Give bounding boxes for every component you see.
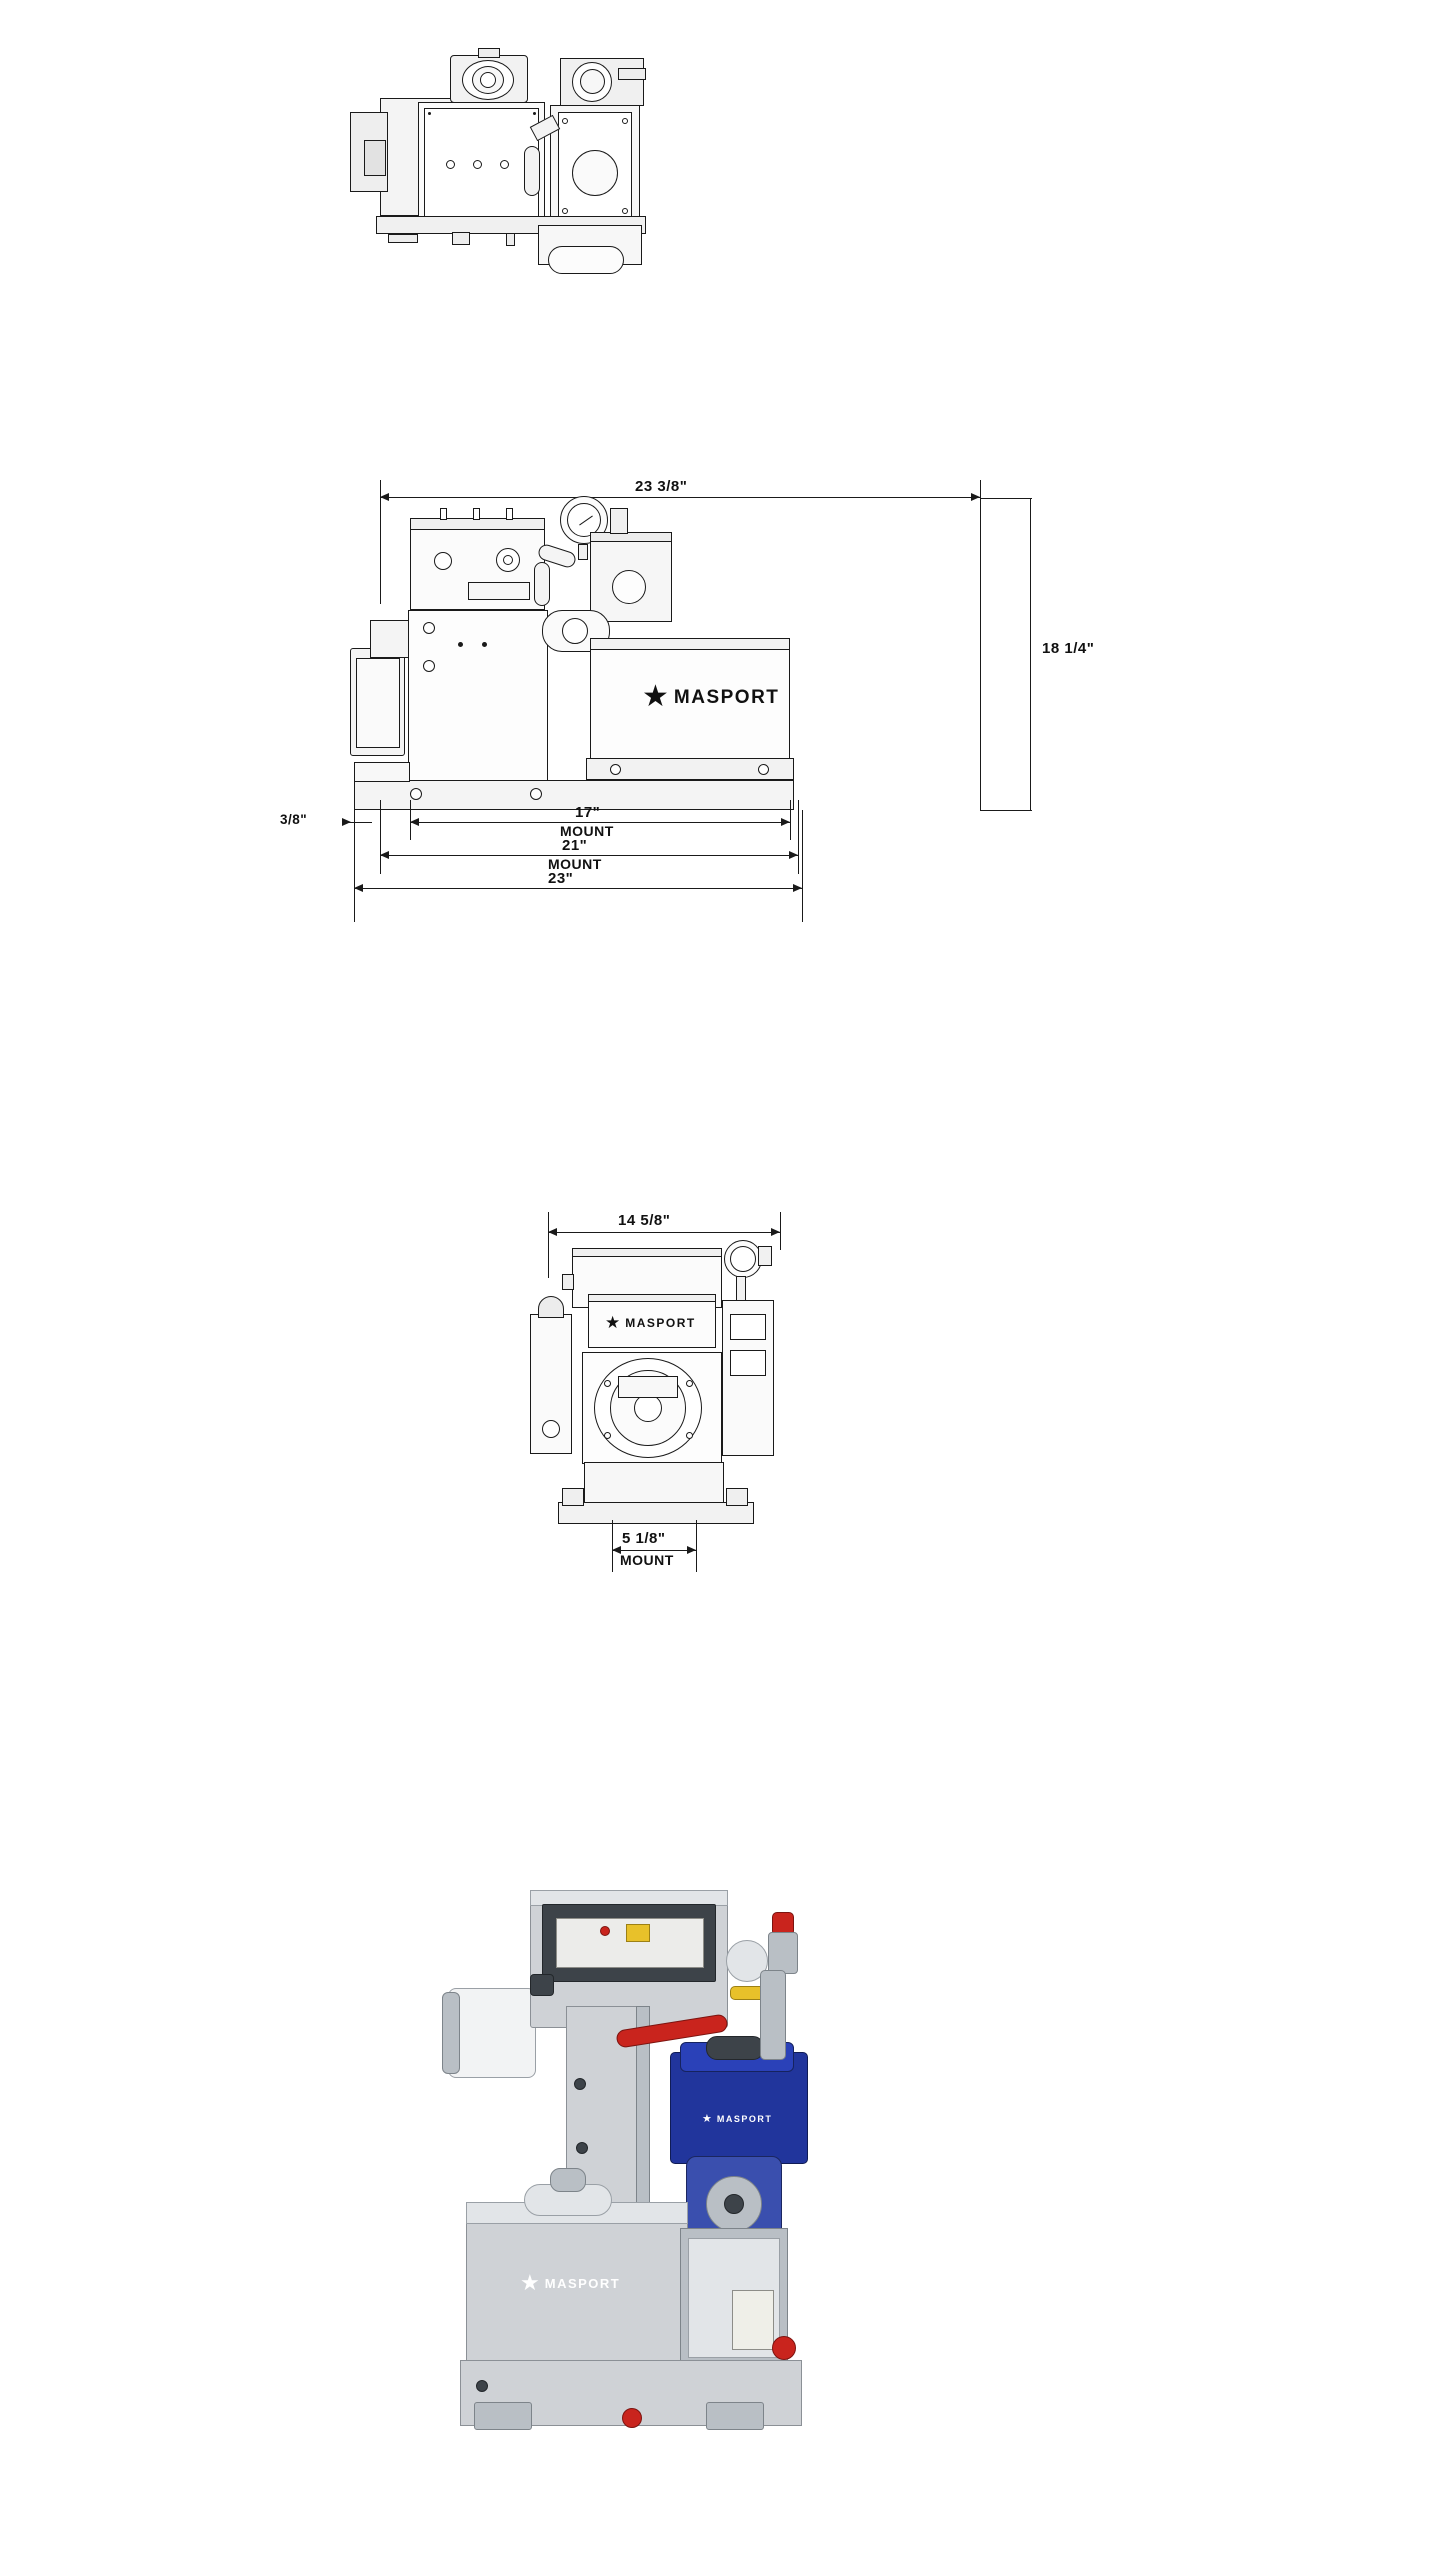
dim-mount-width: 5 1/8" bbox=[622, 1530, 666, 1547]
front-pump-hub-key bbox=[618, 1376, 678, 1398]
side-frame-hole-1 bbox=[423, 622, 435, 634]
front-masport-logo bbox=[605, 1314, 696, 1331]
dim-mount-21-sub: MOUNT bbox=[548, 856, 602, 872]
photo-base-foot-left bbox=[474, 2402, 532, 2430]
side-frame-hole-2 bbox=[423, 660, 435, 672]
dim-mount-21: 21" bbox=[562, 837, 588, 854]
side-ext-23-right bbox=[802, 810, 803, 922]
product-photograph bbox=[430, 1820, 1010, 2540]
side-control-stud-3 bbox=[506, 508, 513, 520]
side-arrow-23-left bbox=[354, 884, 363, 892]
top-view-base-foot-left bbox=[388, 234, 418, 243]
masport-wordmark: MASPORT bbox=[716, 2114, 773, 2124]
front-arrow-right-top bbox=[771, 1228, 780, 1236]
side-pump-hub bbox=[562, 618, 588, 644]
side-frame-dot-1 bbox=[458, 642, 463, 647]
top-view-fitting-1 bbox=[452, 232, 470, 245]
top-view-screw-tl bbox=[428, 112, 431, 115]
side-tank-top-rail bbox=[590, 638, 790, 650]
front-gauge-valve bbox=[758, 1246, 772, 1266]
front-foot-left bbox=[562, 1488, 584, 1506]
masport-wordmark: MASPORT bbox=[544, 2275, 621, 2291]
photo-tank-inlet-neck bbox=[550, 2168, 586, 2192]
side-ext-line-right-top bbox=[980, 480, 981, 720]
top-view-knob-2 bbox=[473, 160, 482, 169]
side-tick-height-top bbox=[980, 498, 1032, 499]
masport-star-icon: ★ bbox=[702, 2113, 712, 2125]
side-arrow-17-left bbox=[410, 818, 419, 826]
dim-overall-length: 23 3/8" bbox=[635, 478, 688, 495]
top-view-fitting-2 bbox=[506, 233, 515, 246]
photo-bolt-1 bbox=[574, 2078, 586, 2090]
front-arrow-left-top bbox=[548, 1228, 557, 1236]
photo-pump-shaft bbox=[724, 2194, 744, 2214]
side-base-bolt-mid bbox=[530, 788, 542, 800]
dim-mount-17-sub: MOUNT bbox=[560, 823, 614, 839]
top-view-knob-3 bbox=[500, 160, 509, 169]
front-elevation-view bbox=[500, 1190, 980, 1790]
side-control-stud-1 bbox=[440, 508, 447, 520]
side-arrow-left-top bbox=[380, 493, 389, 501]
side-tank-masport-logo bbox=[642, 682, 779, 712]
front-arrow-right-bottom bbox=[687, 1546, 696, 1554]
front-foot-right bbox=[726, 1488, 748, 1506]
side-valve-box-port bbox=[612, 570, 646, 604]
top-view-valve-bolt-2 bbox=[622, 118, 628, 124]
side-control-knob-right-inner bbox=[503, 555, 513, 565]
side-arrow-21-right bbox=[789, 851, 798, 859]
top-view-tank-bowl bbox=[548, 246, 624, 274]
photo-base-foot-right bbox=[706, 2402, 764, 2430]
side-base-bolt-left bbox=[410, 788, 422, 800]
front-vacuum-gauge-face bbox=[730, 1246, 756, 1272]
side-ext-21-left bbox=[380, 800, 381, 874]
side-tank-bolt-right bbox=[758, 764, 769, 775]
side-dimline-height bbox=[1030, 498, 1031, 810]
side-base-lip bbox=[354, 762, 410, 782]
side-arrow-23-right bbox=[793, 884, 802, 892]
top-view-valve-port bbox=[572, 150, 618, 196]
top-view-knob-1 bbox=[446, 160, 455, 169]
front-breather-port bbox=[542, 1420, 560, 1438]
front-upper-box-lid bbox=[572, 1248, 722, 1257]
top-view-valve-bolt-4 bbox=[622, 208, 628, 214]
top-view-motor-terminal bbox=[364, 140, 386, 176]
top-view-inlet-stub bbox=[618, 68, 646, 80]
dim-overall-height: 18 1/4" bbox=[1042, 640, 1095, 657]
dim-overall-base: 23" bbox=[548, 870, 574, 887]
isometric-top-view bbox=[340, 50, 990, 300]
photo-bolt-3 bbox=[476, 2380, 488, 2392]
masport-star-icon: ★ bbox=[520, 2270, 540, 2295]
front-logo-box-lid bbox=[588, 1294, 716, 1302]
photo-cooler-label bbox=[732, 2290, 774, 2350]
front-dimline-top bbox=[548, 1232, 780, 1233]
masport-wordmark: MASPORT bbox=[625, 1315, 696, 1330]
dim-mount-width-sub: MOUNT bbox=[620, 1552, 674, 1568]
side-elbow-tube-2 bbox=[534, 562, 550, 606]
dim-mount-17: 17" bbox=[575, 804, 601, 821]
photo-bolt-2 bbox=[576, 2142, 588, 2154]
side-control-knob-left bbox=[434, 552, 452, 570]
side-ext-21-right bbox=[798, 800, 799, 874]
front-upper-box-tab bbox=[562, 1274, 574, 1290]
top-view-pump-cap bbox=[478, 48, 500, 58]
photo-indicator-lamp bbox=[600, 1926, 610, 1936]
photo-caution-sticker bbox=[626, 1924, 650, 1942]
front-pump-hub bbox=[634, 1394, 662, 1422]
side-dimline-overall-top bbox=[380, 497, 980, 498]
side-arrow-17-right bbox=[781, 818, 790, 826]
front-pump-bolt-4 bbox=[686, 1432, 693, 1439]
front-manifold-port-1 bbox=[730, 1314, 766, 1340]
photo-base-drain-valve bbox=[622, 2408, 642, 2428]
side-arrow-38-right bbox=[342, 818, 351, 826]
side-elevation-view bbox=[280, 470, 1095, 1110]
front-breather-cap bbox=[538, 1296, 564, 1318]
side-frame-dot-2 bbox=[482, 642, 487, 647]
top-view-pump-shaft bbox=[480, 72, 496, 88]
side-valve-box-lid bbox=[590, 532, 672, 542]
front-base-rail bbox=[558, 1502, 754, 1524]
side-arrow-right-top bbox=[971, 493, 980, 501]
side-arrow-21-left bbox=[380, 851, 389, 859]
front-ext-left-top bbox=[548, 1212, 549, 1278]
photo-cable-gland bbox=[530, 1974, 554, 1996]
dim-width-overall: 14 5/8" bbox=[618, 1212, 671, 1229]
masport-star-icon: ★ bbox=[642, 680, 669, 713]
photo-tank-masport-logo bbox=[520, 2272, 620, 2294]
photo-motor-body bbox=[448, 1988, 536, 2078]
side-tank-bolt-left bbox=[610, 764, 621, 775]
side-control-nameplate bbox=[468, 582, 530, 600]
side-dimline-23 bbox=[354, 888, 802, 889]
top-view-inlet-bore bbox=[580, 69, 605, 94]
side-tick-height-bottom bbox=[980, 810, 1032, 811]
side-ext-17-right bbox=[790, 800, 791, 840]
side-ext-23-left bbox=[354, 810, 355, 922]
front-manifold-port-2 bbox=[730, 1350, 766, 1376]
photo-pump-masport-logo bbox=[702, 2114, 772, 2125]
top-view-valve-bolt-3 bbox=[562, 208, 568, 214]
side-gauge-stem bbox=[578, 544, 588, 560]
side-motor-fins bbox=[356, 658, 400, 748]
front-pump-bolt-2 bbox=[686, 1380, 693, 1387]
front-pump-bolt-1 bbox=[604, 1380, 611, 1387]
dim-flange-thickness: 3/8" bbox=[280, 812, 308, 827]
side-control-stud-2 bbox=[473, 508, 480, 520]
photo-inlet-pipe bbox=[760, 1970, 786, 2060]
front-ext-right-bottom bbox=[696, 1520, 697, 1572]
front-dimline-bottom bbox=[612, 1550, 696, 1551]
side-valve-stack bbox=[610, 508, 628, 534]
masport-wordmark: MASPORT bbox=[673, 686, 780, 708]
front-gauge-riser bbox=[736, 1276, 746, 1302]
photo-drain-plug bbox=[772, 2336, 796, 2360]
photo-relief-valve-body bbox=[768, 1932, 798, 1974]
top-view-elbow-pipe-2 bbox=[524, 146, 540, 196]
top-view-valve-bolt-1 bbox=[562, 118, 568, 124]
top-view-screw-tr bbox=[533, 112, 536, 115]
masport-star-icon: ★ bbox=[605, 1313, 621, 1332]
front-pump-bolt-3 bbox=[604, 1432, 611, 1439]
photo-motor-endbell bbox=[442, 1992, 460, 2074]
photo-pump-fill-cap bbox=[706, 2036, 764, 2060]
side-ext-line-bottom-right bbox=[980, 720, 981, 810]
front-ext-right-top bbox=[780, 1212, 781, 1250]
